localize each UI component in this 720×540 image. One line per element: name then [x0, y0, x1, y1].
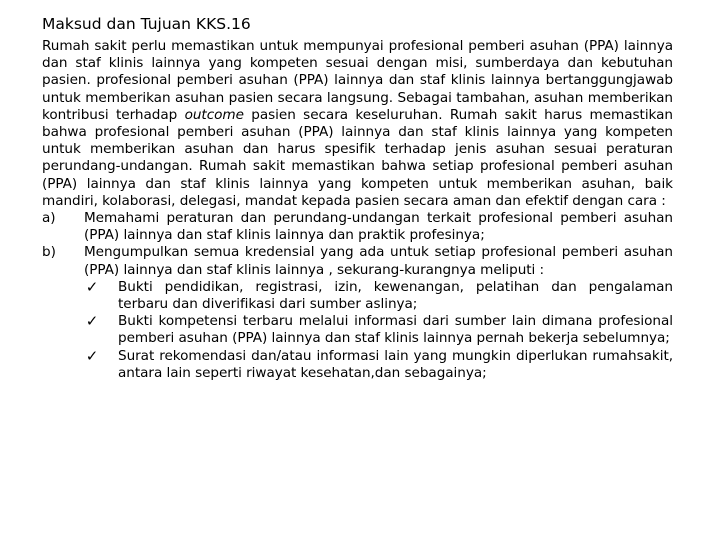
- list-item-a: [42, 210, 673, 244]
- checkmark-icon: ✓: [85, 346, 99, 365]
- requirements-list: [42, 210, 673, 382]
- sublist-item-text: Bukti kompetensi terbaru melalui informasi dari sumber lain dimana profesional pemberi asuhan (PPA) lainnya dan staf klinis lainnya pernah bekerja sebelumnya;: [118, 313, 673, 347]
- list-item-b-text: Mengumpulkan semua kredensial yang ada untuk setiap profesional pemberi asuhan (PPA) lainnya dan staf klinis lainnya , sekurang-kurangnya meliputi :: [84, 244, 673, 278]
- list-item-b: [42, 244, 673, 382]
- slide-title: Maksud dan Tujuan KKS.16: [42, 15, 251, 33]
- list-item-a-text: Memahami peraturan dan perundang-undangan terkait profesional pemberi asuhan (PPA) lainnya dan staf klinis lainnya dan praktik profesinya;: [84, 210, 673, 244]
- checkmark-icon: ✓: [85, 277, 99, 296]
- sublist-item: [84, 313, 673, 347]
- sublist-item-text: Bukti pendidikan, registrasi, izin, kewenangan, pelatihan dan pengalaman terbaru dan diverifikasi dari sumber aslinya;: [118, 278, 673, 313]
- intro-paragraph: [42, 38, 673, 210]
- list-marker-a: a): [42, 210, 56, 227]
- sublist-item: [84, 279, 673, 313]
- sublist-item: [84, 348, 673, 382]
- intro-text-part2: pasien secara keseluruhan. Rumah sakit harus memastikan bahwa profesional pemberi asuhan (PPA) lainnya dan staf klinis lainnya yang kompeten untuk memberikan asuhan dan harus spesifik terhadap jenis asuhan sesuai peraturan perundang-undangan. Rumah sakit memastikan bahwa setiap profesional pemberi asuhan (PPA) lainnya dan staf klinis lainnya yang kompeten untuk memberikan asuhan, baik mandiri, kolaborasi, delegasi, mandat kepada pasien secara aman dan efektif dengan cara :: [42, 106, 673, 209]
- intro-italic-word: outcome: [184, 106, 244, 123]
- slide-content: [42, 14, 673, 534]
- credential-sublist: [84, 279, 673, 382]
- intro-text-part1: Rumah sakit perlu memastikan untuk mempunyai profesional pemberi asuhan (PPA) lainnya dan staf klinis lainnya yang kompeten sesuai dengan misi, sumberdaya dan kebutuhan pasien. profesional pemberi asuhan (PPA) lainnya dan staf klinis lainnya bertanggungjawab untuk memberikan asuhan pasien secara langsung. Sebagai tambahan, asuhan memberikan kontribusi terhadap: [42, 38, 673, 123]
- list-marker-b: b): [42, 244, 56, 261]
- checkmark-icon: ✓: [85, 312, 99, 331]
- sublist-item-text: Surat rekomendasi dan/atau informasi lain yang mungkin diperlukan rumahsakit, antara lain seperti riwayat kesehatan,dan sebagainya;: [118, 347, 673, 381]
